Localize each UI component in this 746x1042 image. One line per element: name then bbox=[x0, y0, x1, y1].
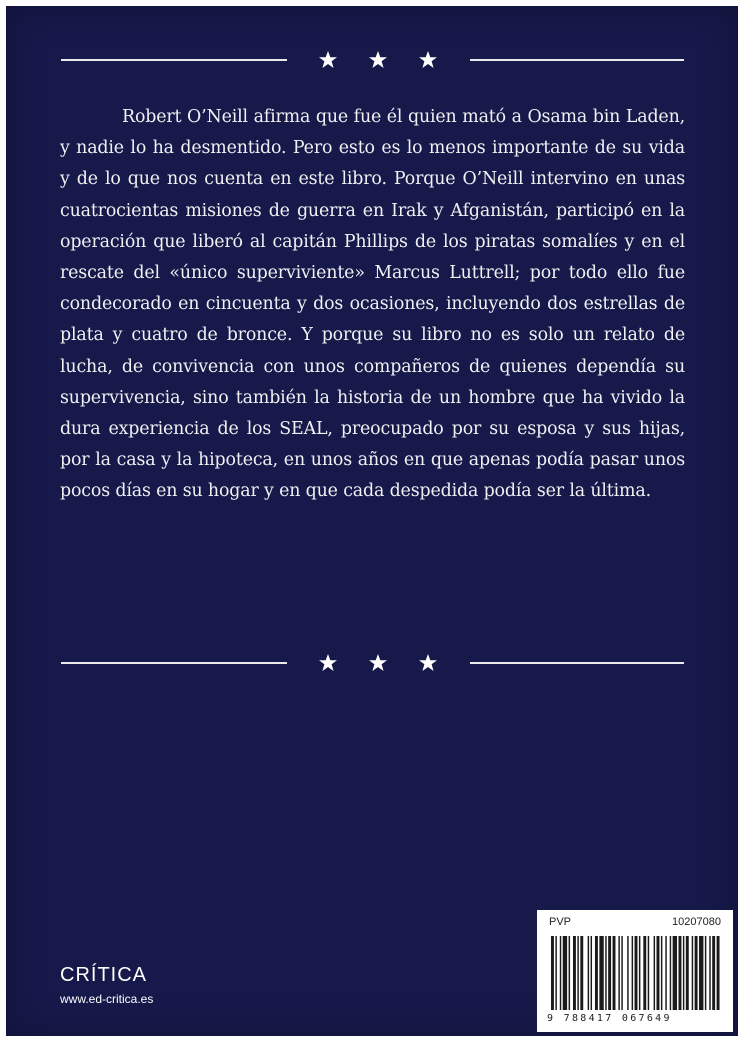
barcode-icon bbox=[551, 936, 721, 1010]
isbn-number: 9 788417 067649 bbox=[547, 1013, 672, 1024]
star-icon bbox=[418, 653, 438, 673]
publisher-website: www.ed-critica.es bbox=[60, 992, 154, 1006]
bottom-ornament-divider bbox=[6, 651, 738, 675]
pvp-label: PVP bbox=[549, 916, 572, 928]
divider-line-left bbox=[61, 662, 287, 664]
barcode-label bbox=[537, 910, 733, 1032]
back-cover bbox=[6, 6, 738, 1036]
divider-line-right bbox=[470, 59, 684, 61]
star-icon bbox=[418, 50, 438, 70]
top-ornament-divider bbox=[6, 48, 738, 72]
divider-line-right bbox=[470, 662, 684, 664]
price-row bbox=[549, 916, 721, 930]
star-icon bbox=[368, 50, 388, 70]
star-group bbox=[308, 651, 448, 675]
star-icon bbox=[368, 653, 388, 673]
publisher-logo: CRÍTICA bbox=[60, 964, 147, 986]
synopsis-paragraph: Robert O’Neill afirma que fue él quien mató a Osama bin Laden, y nadie lo ha desmentido. Pero esto es lo menos importante de su vida y de lo que nos cuenta en este libro. Porque O’Neill intervino en unas cuatrocientas misiones de guerra en Irak y Afganistán, participó en la operación que liberó al capitán Phillips de los piratas somalíes y en el rescate del «único superviviente» Marcus Luttrell; por todo ello fue condecorado en cincuenta y dos ocasiones, incluyendo dos estrellas de plata y cuatro de bronce. Y porque su libro no es solo un relato de lucha, de convivencia con unos compañeros de quienes dependía su supervivencia, sino también la historia de un hombre que ha vivido la dura experiencia de los SEAL, preocupado por su esposa y sus hijas, por la casa y la hipoteca, en unos años en que apenas podía pasar unos pocos días en su hogar y en que cada despedida podía ser la última. bbox=[60, 107, 685, 502]
pvp-code: 10207080 bbox=[672, 916, 721, 928]
star-icon bbox=[318, 653, 338, 673]
star-icon bbox=[318, 50, 338, 70]
star-group bbox=[308, 48, 448, 72]
divider-line-left bbox=[61, 59, 287, 61]
